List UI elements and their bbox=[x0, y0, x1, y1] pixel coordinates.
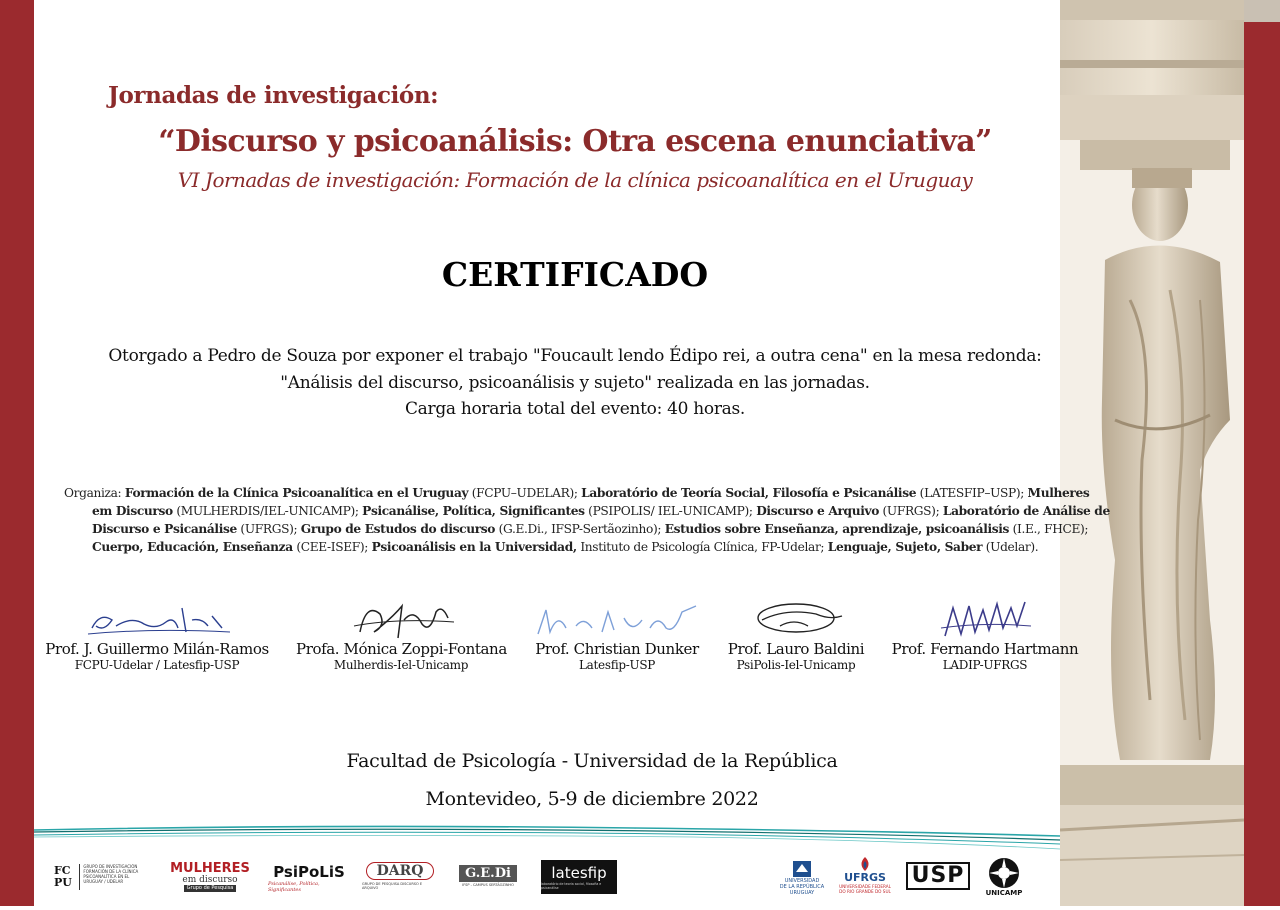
signatory-4-affiliation: PsiPolis-Iel-Unicamp bbox=[736, 658, 856, 672]
org-name: Laboratório de Teoría Social, Filosofía e Psicanálise bbox=[581, 486, 917, 500]
frame-right-border bbox=[1244, 0, 1280, 906]
event-label: Jornadas de investigación: bbox=[108, 82, 439, 109]
signatory-4-name: Prof. Lauro Baldini bbox=[727, 640, 865, 658]
org-affil: Instituto de Psicología Clínica, FP-Udelar; bbox=[576, 540, 828, 554]
signatory-1-affiliation: FCPU-Udelar / Latesfip-USP bbox=[74, 658, 240, 672]
logo-discurso-e-arquivo bbox=[362, 862, 438, 890]
org-name: Formación de la Clínica Psicoanalítica en el Uruguay bbox=[124, 486, 469, 500]
signature-1-image bbox=[82, 598, 232, 640]
org-name: Grupo de Estudos do discurso bbox=[300, 522, 496, 536]
org-affil: (Udelar). bbox=[982, 540, 1039, 554]
org-name: Discurso e Arquivo bbox=[756, 504, 879, 518]
signature-2-image bbox=[346, 598, 456, 640]
org-affil: (G.E.Di., IFSP-Sertãozinho); bbox=[495, 522, 665, 536]
organizers-line-2 bbox=[64, 502, 1110, 520]
org-name: Lenguaje, Sujeto, Saber bbox=[827, 540, 983, 554]
darq-tag: GRUPO DE PESQUISA DISCURSO E ARQUIVO bbox=[362, 882, 423, 890]
signature-4-image bbox=[746, 598, 846, 640]
signatory-3-name: Prof. Christian Dunker bbox=[535, 640, 699, 658]
udelar-line-3: URUGUAY bbox=[789, 890, 815, 896]
org-name: Discurso e Psicanálise bbox=[92, 522, 237, 536]
logo-fcpu bbox=[54, 862, 144, 892]
latesfip-tag: laboratório de teoria social, filosofia e psicanálise bbox=[541, 882, 602, 890]
signatory-1-name: Prof. J. Guillermo Milán-Ramos bbox=[45, 640, 269, 658]
place-and-date: Montevideo, 5-9 de diciembre 2022 bbox=[425, 788, 759, 810]
latesfip-mark: latesfip bbox=[551, 864, 607, 882]
org-name: em Discurso bbox=[92, 504, 173, 518]
certificate-body bbox=[0, 343, 1150, 423]
darq-mark: DARQ bbox=[366, 862, 435, 880]
certificate-line-2: "Análisis del discurso, psicoanálisis y sujeto" realizada en las jornadas. bbox=[280, 372, 870, 393]
ufrgs-mark: UFRGS bbox=[844, 871, 886, 884]
certificate-line-1: Otorgado a Pedro de Souza por exponer el trabajo "Foucault lendo Édipo rei, a outra cena" en la mesa redonda: bbox=[108, 346, 1042, 366]
signatory-1 bbox=[44, 598, 270, 672]
fcpu-text: GRUPO DE INVESTIGACIÓN FORMACIÓN DE LA CLÍNICA PSICOANALÍTICA EN EL URUGUAY / UDELAR bbox=[79, 864, 144, 890]
mulheres-mark: MULHERES bbox=[170, 861, 250, 876]
gedi-mark: G.E.Di bbox=[459, 865, 517, 882]
usp-mark: USP bbox=[906, 862, 971, 890]
signatory-5-affiliation: LADIP-UFRGS bbox=[942, 658, 1028, 672]
signatory-5 bbox=[890, 598, 1080, 672]
signatory-2-name: Profa. Mónica Zoppi-Fontana bbox=[296, 640, 507, 658]
org-affil: (UFRGS); bbox=[879, 504, 943, 518]
event-subtitle: VI Jornadas de investigación: Formación de la clínica psicoanalítica en el Uruguay bbox=[177, 168, 973, 192]
psipolis-mark: PsiPoLiS bbox=[273, 862, 345, 881]
logo-gedi bbox=[456, 862, 520, 890]
org-affil: (UFRGS); bbox=[236, 522, 301, 536]
org-name: Laboratório de Análise de bbox=[942, 504, 1110, 518]
org-affil: (PSIPOLIS/ IEL-UNICAMP); bbox=[584, 504, 757, 518]
signatory-2-affiliation: Mulherdis-Iel-Unicamp bbox=[333, 658, 469, 672]
org-name: Mulheres bbox=[1027, 486, 1090, 500]
logo-ufrgs bbox=[836, 852, 894, 898]
logo-usp bbox=[906, 862, 970, 890]
ufrgs-line-1: UNIVERSIDADE FEDERAL bbox=[839, 884, 891, 889]
signature-5-image bbox=[935, 598, 1035, 640]
org-affil: (FCPU–UDELAR); bbox=[468, 486, 582, 500]
signatory-2 bbox=[296, 598, 506, 672]
logo-mulheres-em-discurso bbox=[172, 860, 248, 894]
gedi-tag: IFSP - CAMPUS SERTÃOZINHO bbox=[462, 883, 514, 887]
logo-latesfip bbox=[541, 860, 617, 894]
mulheres-sub: em discurso bbox=[182, 875, 238, 885]
signatory-5-name: Prof. Fernando Hartmann bbox=[891, 640, 1079, 658]
frame-top-right-strip bbox=[1244, 0, 1280, 22]
signatory-4 bbox=[722, 598, 870, 672]
org-name: Cuerpo, Educación, Enseñanza bbox=[92, 540, 293, 554]
logo-psipolis bbox=[268, 862, 350, 894]
organizers-label: Organiza: bbox=[64, 486, 122, 500]
org-affil: (CEE-ISEF); bbox=[292, 540, 372, 554]
certificate-line-3: Carga horaria total del evento: 40 horas. bbox=[404, 399, 746, 419]
org-name: Estudios sobre Enseñanza, aprendizaje, psicoanálisis bbox=[664, 522, 1010, 536]
org-name: Psicoanálisis en la Universidad, bbox=[371, 540, 577, 554]
org-name: Psicanálise, Política, Significantes bbox=[362, 504, 585, 518]
unicamp-emblem-icon bbox=[988, 857, 1020, 889]
organizers-block bbox=[64, 484, 1110, 556]
organizers-line-4 bbox=[64, 538, 1074, 556]
mulheres-tag: Grupo de Pesquisa bbox=[184, 885, 237, 892]
fcpu-mark: FC PU bbox=[54, 864, 72, 889]
org-affil: (I.E., FHCE); bbox=[1009, 522, 1089, 536]
decorative-waves bbox=[34, 822, 1060, 852]
psipolis-tag: Psicanálise, Política, Significantes bbox=[268, 880, 320, 893]
event-title: “Discurso y psicoanálisis: Otra escena enunciativa” bbox=[158, 124, 992, 159]
certificate-heading: CERTIFICADO bbox=[441, 255, 709, 294]
org-affil: (MULHERDIS/IEL-UNICAMP); bbox=[172, 504, 363, 518]
signatory-3-affiliation: Latesfip-USP bbox=[578, 658, 656, 672]
unicamp-mark: UNICAMP bbox=[985, 888, 1023, 897]
ufrgs-line-2: DO RIO GRANDE DO SUL bbox=[839, 889, 891, 894]
org-affil: (LATESFIP–USP); bbox=[916, 486, 1028, 500]
institution-name: Facultad de Psicología - Universidad de la República bbox=[346, 750, 838, 772]
udelar-line-2: DE LA REPÚBLICA bbox=[779, 884, 825, 890]
logo-unicamp bbox=[980, 854, 1028, 900]
logo-udelar bbox=[776, 856, 828, 900]
udelar-emblem-icon bbox=[792, 860, 812, 878]
udelar-line-1: UNIVERSIDAD bbox=[784, 878, 820, 884]
signatory-3 bbox=[530, 598, 704, 672]
organizers-line-1 bbox=[64, 484, 1090, 502]
organizers-line-3 bbox=[64, 520, 1089, 538]
ufrgs-flame-icon bbox=[854, 856, 876, 872]
signature-3-image bbox=[532, 598, 702, 640]
